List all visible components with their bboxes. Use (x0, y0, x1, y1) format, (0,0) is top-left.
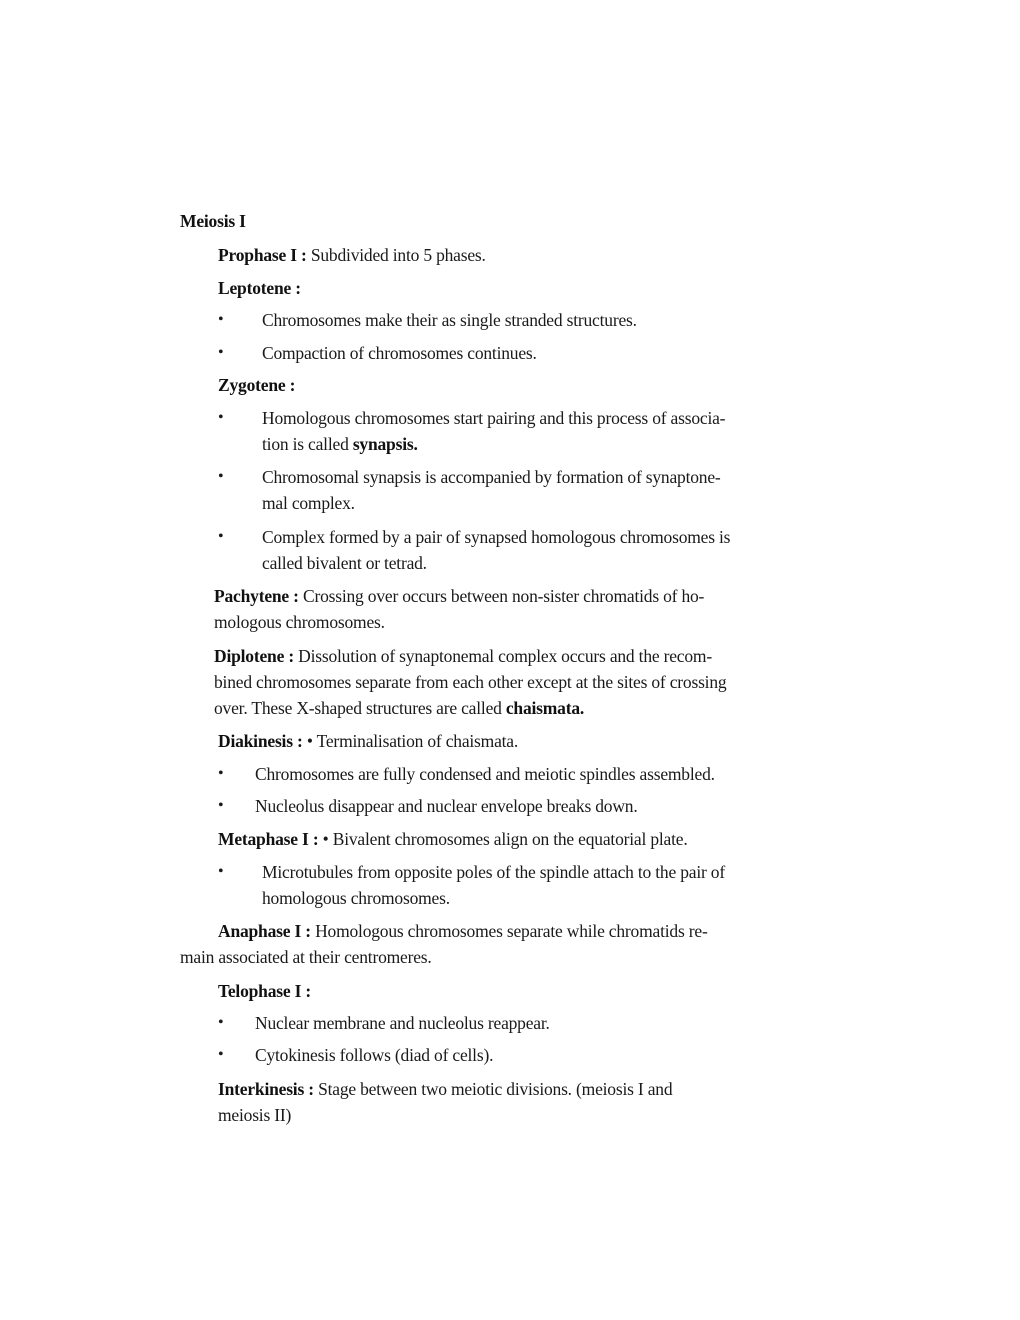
zygotene-bullet-1-text: tion is called (262, 434, 353, 454)
bullet-icon: • (218, 797, 224, 814)
prophase-text: Subdivided into 5 phases. (306, 245, 486, 265)
interkinesis-line2: meiosis II) (218, 1105, 292, 1125)
bullet-icon: • (218, 528, 224, 545)
zygotene-heading: Zygotene : (218, 375, 296, 395)
pachytene-line2: mologous chromosomes. (214, 612, 385, 632)
zygotene-bullet-3-line2: called bivalent or tetrad. (262, 553, 427, 573)
pachytene-label: Pachytene : (214, 586, 299, 606)
prophase-label: Prophase I : (218, 245, 307, 265)
bullet-icon: • (218, 311, 224, 328)
diakinesis-label: Diakinesis : (218, 731, 303, 751)
zygotene-bullet-1-line1: Homologous chromosomes start pairing and this process of associa- (262, 408, 726, 428)
interkinesis-text: Stage between two meiotic divisions. (meiosis I and (313, 1079, 673, 1099)
zygotene-bullet-2-line1: Chromosomal synapsis is accompanied by formation of synaptone- (262, 467, 721, 487)
bullet-icon: • (218, 863, 224, 880)
diplotene-label: Diplotene : (214, 646, 294, 666)
bullet-icon: • (218, 344, 224, 361)
anaphase-line2: main associated at their centromeres. (180, 947, 432, 967)
telophase-bullet-2: Cytokinesis follows (diad of cells). (255, 1045, 494, 1065)
leptotene-heading: Leptotene : (218, 278, 301, 298)
diplotene-line1 (214, 646, 712, 666)
telophase-heading: Telophase I : (218, 981, 312, 1001)
telophase-bullet-1: Nuclear membrane and nucleolus reappear. (255, 1013, 550, 1033)
bullet-icon: • (218, 468, 224, 485)
leptotene-bullet-2: Compaction of chromosomes continues. (262, 343, 537, 363)
prophase-paragraph (218, 245, 486, 265)
anaphase-label: Anaphase I : (218, 921, 311, 941)
bullet-icon: • (218, 409, 224, 426)
synapsis-term: synapsis. (352, 434, 418, 454)
zygotene-bullet-3-line1: Complex formed by a pair of synapsed homologous chromosomes is (262, 527, 731, 547)
pachytene-line1 (214, 586, 704, 606)
diplotene-line2: bined chromosomes separate from each other except at the sites of crossing (214, 672, 727, 692)
interkinesis-line1 (218, 1079, 672, 1099)
pachytene-text: Crossing over occurs between non-sister chromatids of ho- (298, 586, 705, 606)
zygotene-bullet-1-line2 (262, 434, 418, 454)
zygotene-bullet-2-line2: mal complex. (262, 493, 355, 513)
diakinesis-bullet-2: Nucleolus disappear and nuclear envelope breaks down. (255, 796, 638, 816)
metaphase-bullet-1-line1: Microtubules from opposite poles of the spindle attach to the pair of (262, 862, 725, 882)
metaphase-line (218, 829, 688, 849)
bullet-icon: • (218, 765, 224, 782)
metaphase-bullet-1-line2: homologous chromosomes. (262, 888, 450, 908)
diplotene-line3-text: over. These X-shaped structures are called (214, 698, 506, 718)
diakinesis-text: • Terminalisation of chaismata. (302, 731, 519, 751)
bullet-icon: • (218, 1014, 224, 1031)
anaphase-line1 (218, 921, 708, 941)
diakinesis-bullet-1: Chromosomes are fully condensed and meiotic spindles assembled. (255, 764, 715, 784)
diakinesis-line (218, 731, 518, 751)
anaphase-text: Homologous chromosomes separate while chromatids re- (310, 921, 708, 941)
bullet-icon: • (218, 1046, 224, 1063)
leptotene-bullet-1: Chromosomes make their as single stranded structures. (262, 310, 637, 330)
diplotene-line3 (214, 698, 584, 718)
metaphase-text: • Bivalent chromosomes align on the equatorial plate. (318, 829, 688, 849)
metaphase-label: Metaphase I : (218, 829, 319, 849)
chaismata-term: chaismata. (505, 698, 585, 718)
interkinesis-label: Interkinesis : (218, 1079, 314, 1099)
section-title: Meiosis I (180, 211, 246, 231)
diplotene-text: Dissolution of synaptonemal complex occurs and the recom- (293, 646, 712, 666)
